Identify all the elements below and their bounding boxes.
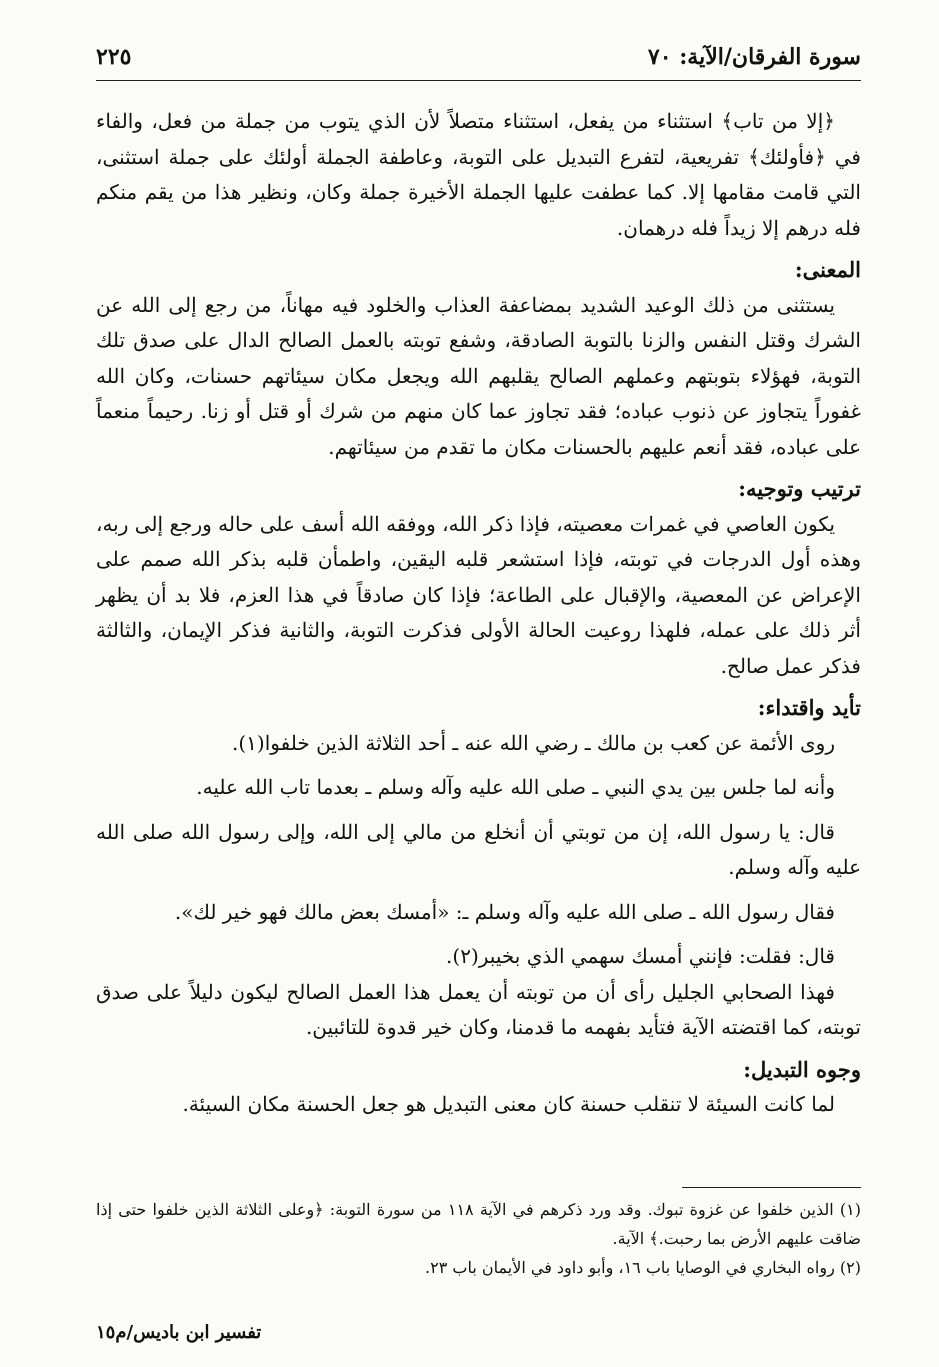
section-heading: وجوه التبديل: [743, 1056, 861, 1082]
header-rule [96, 80, 861, 81]
section-heading: تأيد واقتداء: [757, 695, 861, 720]
main-text [96, 104, 861, 1123]
footnotes [96, 1195, 861, 1282]
paragraph: قال: يا رسول الله، إن من توبتي أن أنخلع من مالي إلى الله، وإلى رسول الله صلى الله عليه وآله وسلم. [96, 819, 861, 879]
footnote-1: (١) الذين خلفوا عن غزوة تبوك. وقد ورد ذكرهم في الآية ١١٨ من سورة التوبة: ﴿وعلى الثلاثة الذين خلفوا حتى إذا ضاقت عليهم الأرض بما رحبت.﴾ الآية. [96, 1200, 862, 1248]
header-title: سورة الفرقان/الآية: ٧٠ [647, 44, 861, 70]
page-number: ٢٢٥ [96, 44, 132, 70]
paragraph: يستثنى من ذلك الوعيد الشديد بمضاعفة العذاب والخلود فيه مهاناً، من رجع إلى الله عن الشرك وقتل النفس والزنا بالتوبة الصادقة، وشفع توبته بالعمل الصالح الدال على صدق تلك التوبة، فهؤلاء بتوبتهم وعملهم الصالح يقلبهم الله ويجعل مكان سيئاتهم حسنات، وكان الله غفوراً يتجاوز عن ذنوب عباده؛ فقد تجاوز عما كان منهم من شرك أو قتل أو زنا. رحيماً منعماً على عباده، فقد أنعم عليهم بالحسنات مكان ما تقدم من سيئاتهم. [96, 292, 861, 459]
book-signature: تفسير ابن باديس/م١٥ [96, 1322, 262, 1343]
paragraph: لما كانت السيئة لا تنقلب حسنة كان معنى التبديل هو جعل الحسنة مكان السيئة. [182, 1092, 835, 1116]
paragraph: وأنه لما جلس بين يدي النبي ـ صلى الله عليه وآله وسلم ـ بعدما تاب الله عليه. [196, 775, 835, 799]
section-heading: المعنى: [794, 257, 861, 282]
paragraph: يكون العاصي في غمرات معصيته، فإذا ذكر الله، ووفقه الله أسف على حاله ورجع إلى ربه، وهذه أول الدرجات في توبته، فإذا استشعر قلبه اليقين، واطمأن قلبه بذكر الله صمم على الإعراض عن المعصية، والإقبال على الطاعة؛ فإذا كان صادقاً في هذا العزم، فلا بد أن يظهر أثر ذلك على عمله، فلهذا روعيت الحالة الأولى فذكرت التوبة، والثانية فذكر الإيمان، والثالثة فذكر عمل صالح. [96, 511, 861, 678]
paragraph: قال: فقلت: فإنني أمسك سهمي الذي بخيبر(٢). [446, 944, 835, 968]
paragraph: فقال رسول الله ـ صلى الله عليه وآله وسلم ـ: «أمسك بعض مالك فهو خير لك». [174, 899, 835, 924]
paragraph: روى الأئمة عن كعب بن مالك ـ رضي الله عنه ـ أحد الثلاثة الذين خلفوا(١). [232, 730, 835, 755]
footnote-rule [682, 1187, 861, 1188]
section-heading: ترتيب وتوجيه: [738, 476, 861, 501]
paragraph: فهذا الصحابي الجليل رأى أن من توبته أن يعمل هذا العمل الصالح ليكون دليلاً على صدق توبته، كما اقتضته الآية فتأيد بفهمه ما قدمنا، وكان خير قدوة للتائبين. [96, 979, 861, 1039]
paragraph: ﴿إلا من تاب﴾ استثناء من يفعل، استثناء متصلاً لأن الذي يتوب من جملة من فعل، والفاء في ﴿فأولئك﴾ تفريعية، لتفرع التبديل على التوبة، وعاطفة الجملة أولئك على جملة استثنى، التي قامت مقامها إلا. كما عطفت عليها الجملة الأخيرة جملة وكان، ونظير هذا من يقم منكم فله درهم إلا زيداً فله درهمان. [96, 109, 861, 240]
footnote-2: (٢) رواه البخاري في الوصايا باب ١٦، وأبو داود في الأيمان باب ٢٣. [425, 1258, 861, 1277]
running-header [96, 38, 861, 78]
